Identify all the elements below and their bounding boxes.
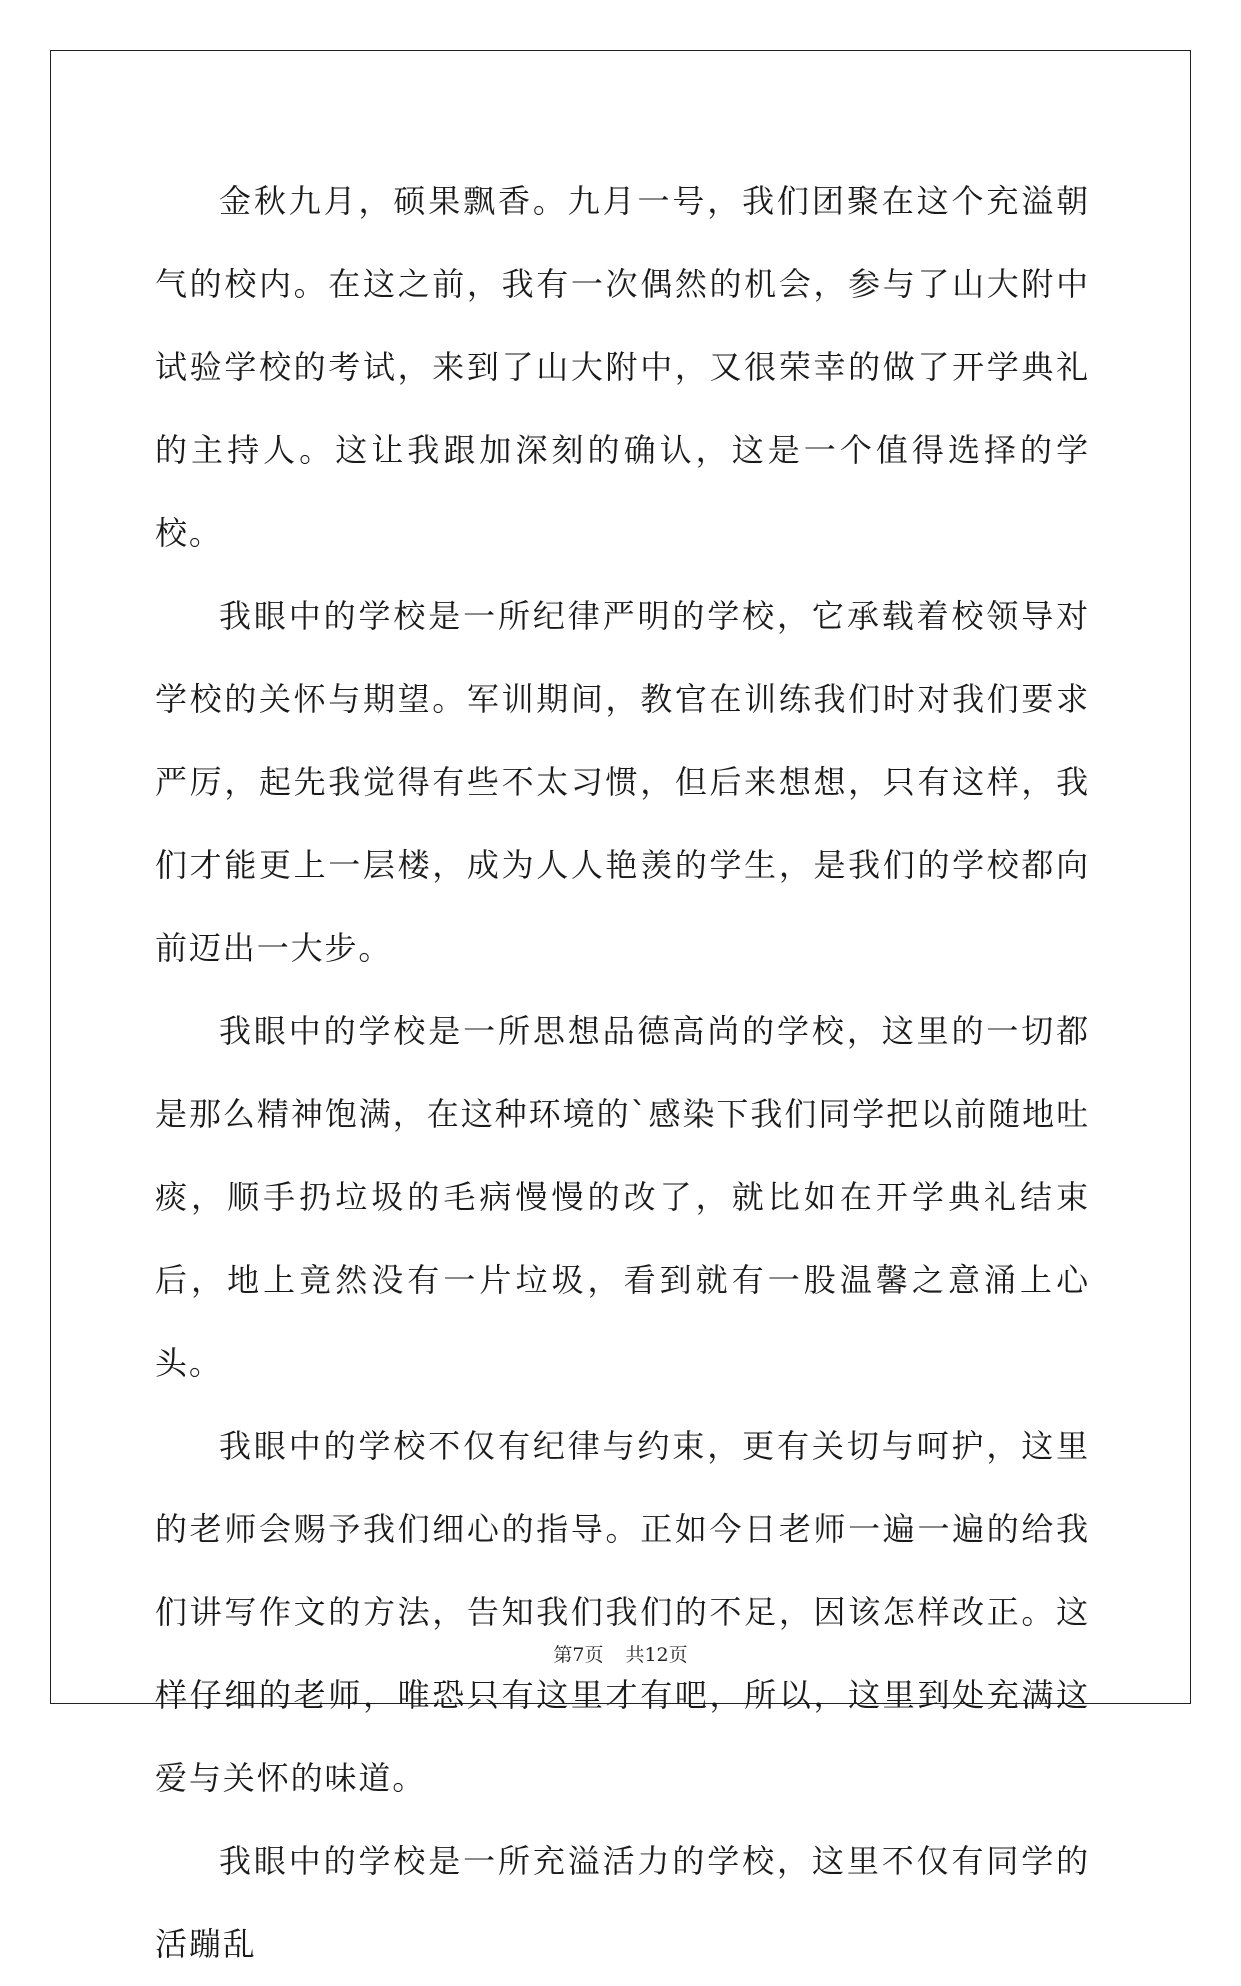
- paragraph-2: 我眼中的学校是一所纪律严明的学校，它承载着校领导对学校的关怀与期望。军训期间，教官在训练我们时对我们要求严厉，起先我觉得有些不太习惯，但后来想想，只有这样，我们才能更上一层楼，成为人人艳羡的学生，是我们的学校都向前迈出一大步。: [155, 597, 1090, 967]
- page-footer: [0, 1640, 1241, 1667]
- paragraph-5: 我眼中的学校是一所充溢活力的学校，这里不仅有同学的活蹦乱: [155, 1842, 1090, 1963]
- document-body: [155, 160, 1090, 1986]
- paragraph-1: 金秋九月，硕果飘香。九月一号，我们团聚在这个充溢朝气的校内。在这之前，我有一次偶然的机会，参与了山大附中试验学校的考试，来到了山大附中，又很荣幸的做了开学典礼的主持人。这让我跟加深刻的确认，这是一个值得选择的学校。: [155, 182, 1090, 552]
- page-number: 第7页: [553, 1644, 604, 1666]
- paragraph-4: 我眼中的学校不仅有纪律与约束，更有关切与呵护，这里的老师会赐予我们细心的指导。正如今日老师一遍一遍的给我们讲写作文的方法，告知我们我们的不足，因该怎样改正。这样仔细的老师，唯恐只有这里才有吧，所以，这里到处充满这爱与关怀的味道。: [155, 1427, 1090, 1797]
- page-total: 共12页: [625, 1644, 688, 1666]
- paragraph-3: 我眼中的学校是一所思想品德高尚的学校，这里的一切都是那么精神饱满，在这种环境的`感染下我们同学把以前随地吐痰，顺手扔垃圾的毛病慢慢的改了，就比如在开学典礼结束后，地上竟然没有一片垃圾，看到就有一股温馨之意涌上心头。: [155, 1012, 1090, 1382]
